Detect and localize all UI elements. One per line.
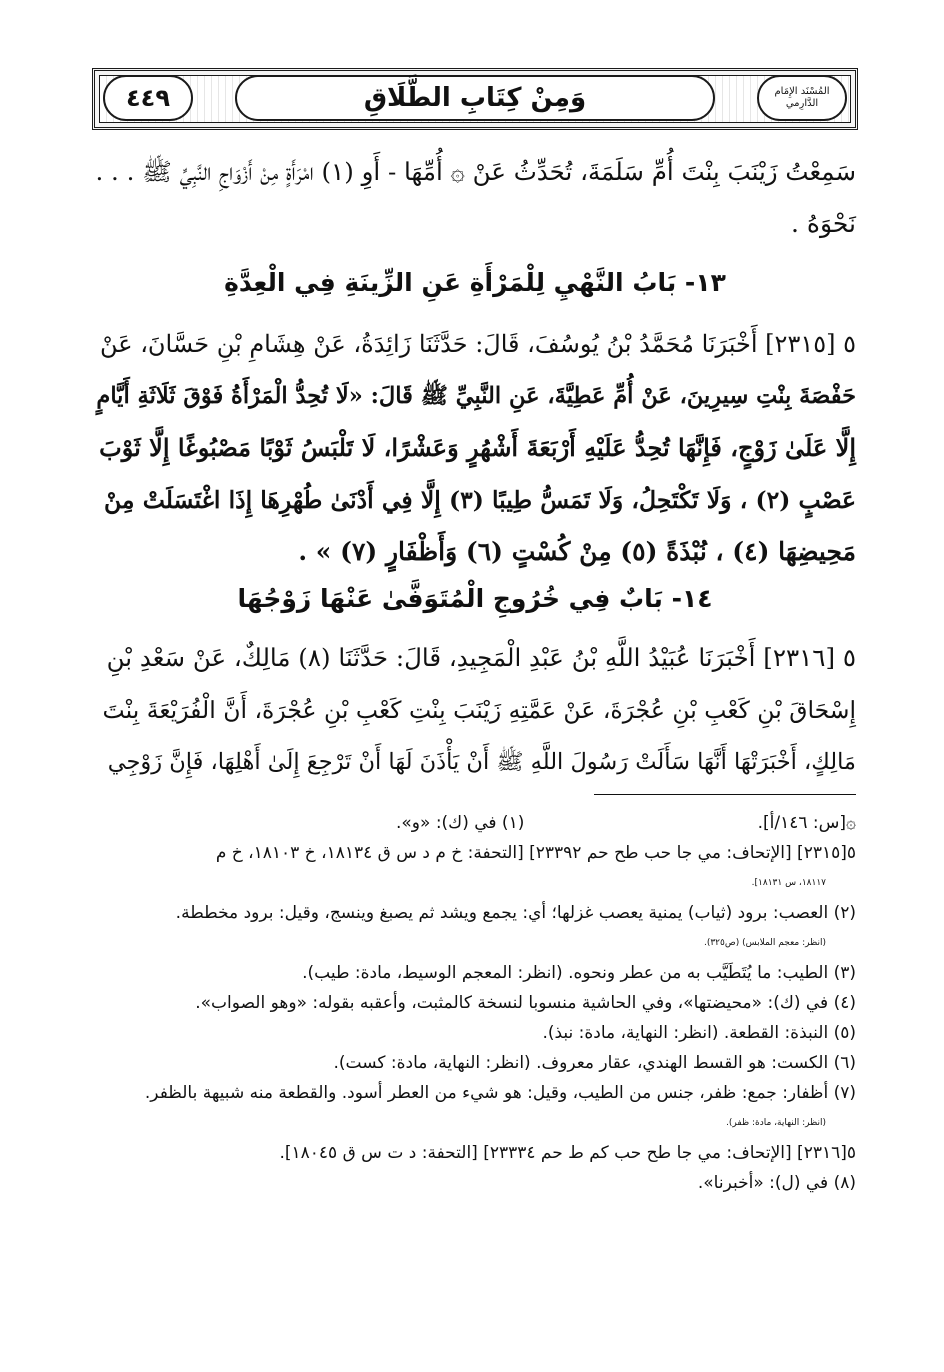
page-number: ٤٤٩ xyxy=(126,84,170,112)
footnote-row xyxy=(396,808,856,838)
running-title-frame xyxy=(235,75,715,121)
page-header xyxy=(92,68,858,130)
running-title: وَمِنْ كِتَابِ الطَّلَاقِ xyxy=(363,83,587,113)
text-line: إِلَّا عَلَىٰ زَوْجٍ، فَإِنَّهَا تُحِدُّ عَلَيْهِ أَرْبَعَةَ أَشْهُرٍ وَعَشْرًا، لَا تَلْبَسُ ثَوْبًا مَصْبُوغًا إِلَّا ثَوْبَ xyxy=(99,433,856,462)
text-line: مَالِكٍ، أَخْبَرَتْهَا أَنَّهَا سَأَلَتْ رَسُولَ اللَّهِ ﷺ أَنْ يَأْذَنَ لَهَا أَنْ تَرْجِعَ إِلَىٰ أَهْلِهَا، فَإِنَّ زَوْجِي xyxy=(107,749,856,775)
footnote-2315-cont: ١٨١١٧، س ١٨١٣١]. xyxy=(751,878,826,888)
page-number-frame xyxy=(103,75,193,121)
footnote-7: (٧) أظفار: جمع: ظفر، جنس من الطيب، وقيل: هو شيء من العطر أسود. والقطعة منه شبيهة بالظفر. xyxy=(144,1083,856,1103)
text-line: سَمِعْتُ زَيْنَبَ بِنْتَ أُمِّ سَلَمَةَ، تُحَدِّثُ عَنْ ۞ أُمِّهَا - أَوِ (١) امْرَأَةٍ مِنْ أَزْوَاجِ النَّبِيِّ ﷺ . . . xyxy=(95,157,856,186)
text-line: مَحِيضِهَا (٤) ، نُبْذَةً (٥) مِنْ كُسْتٍ (٦) وَأَظْفَارٍ (٧) » . xyxy=(298,537,856,566)
footnote-2315: ٥[٢٣١٥] [الإتحاف: مي جا حب طح حم ٢٣٣٩٢] [التحفة: خ م د س ق ١٨١٣٤، خ ١٨١٠٣، خ م xyxy=(215,843,856,863)
footnote-8: (٨) في (ل): «أخبرنا». xyxy=(697,1173,856,1193)
footnote-2: (٢) العصب: برود (ثياب) يمنية يعصب غزلها؛ أي: يجمع ويشد ثم يصبغ وينسج، وقيل: برود مخططة. xyxy=(175,903,856,923)
footnote-2316: ٥[٢٣١٦] [الإتحاف: مي جا طح حب كم ط حم ٢٣٣٣٤] [التحفة: د ت س ق ١٨٠٤٥]. xyxy=(279,1143,856,1163)
footnote-7-cont: (انظر: النهاية، مادة: ظفر). xyxy=(726,1118,826,1128)
footnotes xyxy=(94,808,856,1198)
seal-logo xyxy=(757,75,847,121)
text-line: إِسْحَاقَ بْنِ كَعْبِ بْنِ عُجْرَةَ، عَنْ عَمَّتِهِ زَيْنَبَ بِنْتِ كَعْبِ بْنِ عُجْرَةَ، أَنَّ الْفُرَيْعَةَ بِنْتَ xyxy=(102,696,856,724)
footnote-marker: ۞[س: ١٤٦/أ]. xyxy=(757,813,856,833)
chapter-13-heading: ١٣- بَابُ النَّهْيِ لِلْمَرْأَةِ عَنِ الزِّينَةِ فِي الْعِدَّةِ xyxy=(224,268,726,297)
hadith-2316 xyxy=(94,632,856,788)
footnote-separator xyxy=(594,794,856,795)
footnote-3: (٣) الطيب: ما يُتَطَيَّب به من عطر ونحوه. (انظر: المعجم الوسيط، مادة: طيب). xyxy=(302,963,856,983)
text-line: ٥ [٢٣١٦] أَخْبَرَنَا عُبَيْدُ اللَّهِ بْنُ عَبْدِ الْمَجِيدِ، قَالَ: حَدَّثَنَا (٨) مَالِكٌ، عَنْ سَعْدِ بْنِ xyxy=(106,643,856,672)
text-line: ٥ [٢٣١٥] أَخْبَرَنَا مُحَمَّدُ بْنُ يُوسُفَ، قَالَ: حَدَّثَنَا زَائِدَةُ، عَنْ هِشَامِ بْنِ حَسَّانَ، عَنْ xyxy=(99,330,856,358)
text-line: عَصْبٍ (٢) ، وَلَا تَكْتَحِلُ، وَلَا تَمَسُّ طِيبًا (٣) إِلَّا فِي أَدْنَىٰ طُهْرِهَا إِذَا اغْتَسَلَتْ مِنْ xyxy=(104,486,856,514)
footnote-4: (٤) في (ك): «محيضتها»، وفي الحاشية منسوبا لنسخة كالمثبت، وأعقبه بقوله: «وهو الصواب». xyxy=(195,993,856,1013)
text-line: نَحْوَهُ . xyxy=(790,209,856,238)
footnote-6: (٦) الكست: هو القسط الهندي، عقار معروف. (انظر: النهاية، مادة: كست). xyxy=(333,1053,856,1073)
footnote-1: (١) في (ك): «و». xyxy=(396,813,525,833)
seal-logo-text: المُسْنَد الإِمَام الدَّارِمي xyxy=(774,86,830,109)
hadith-2315 xyxy=(94,318,856,578)
text-line: حَفْصَةَ بِنْتِ سِيرِينَ، عَنْ أُمِّ عَطِيَّةَ، عَنِ النَّبِيِّ ﷺ قَالَ: «لَا تُحِدُّ الْمَرْأَةُ فَوْقَ ثَلَاثَةِ أَيَّامٍ xyxy=(96,383,856,409)
footnote-5: (٥) النبذة: القطعة. (انظر: النهاية، مادة: نبذ). xyxy=(542,1023,856,1043)
chapter-14-heading: ١٤- بَابٌ فِي خُرُوجِ الْمُتَوَفَّىٰ عَنْهَا زَوْجُهَا xyxy=(237,584,713,613)
intro-text xyxy=(94,146,856,250)
footnote-2-cont: (انظر: معجم الملابس) (ص٣٢٥). xyxy=(703,938,826,948)
